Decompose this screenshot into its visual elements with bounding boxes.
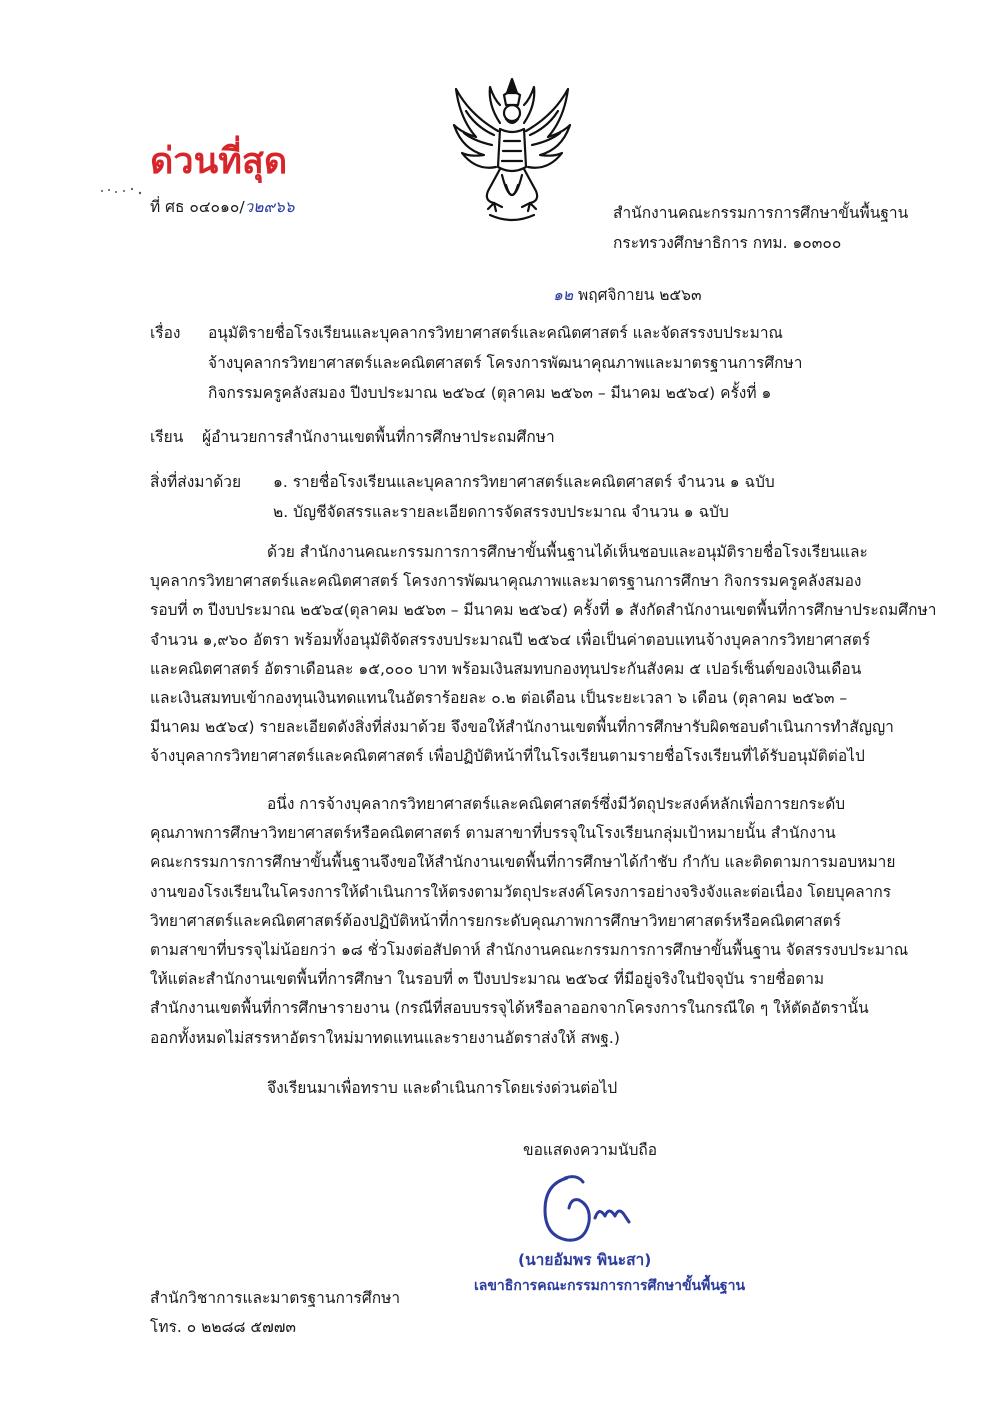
paragraph-1-line: จ้างบุคลากรวิทยาศาสตร์และคณิตศาสตร์ เพื่อปฏิบัติหน้าที่ในโรงเรียนตามรายชื่อโรงเรียนที่ได้รับอนุมัติต่อไป [150,747,865,766]
paragraph-1-line: จำนวน ๑,๙๖๐ อัตรา พร้อมทั้งอนุมัติจัดสรรงบประมาณปี ๒๕๖๔ เพื่อเป็นค่าตอบแทนจ้างบุคลากรวิทยาศาสตร์ [150,630,871,649]
reference-handwritten-number: ว๒๙๖๖ [244,198,295,216]
paragraph-2-line: ให้แต่ละสำนักงานเขตพื้นที่การศึกษา ในรอบที่ ๓ ปีงบประมาณ ๒๕๖๔ ที่มีอยู่จริงในปัจจุบัน รายชื่อตาม [150,970,825,989]
body-paragraph-2 [150,790,920,1053]
recipient-value: ผู้อำนวยการสำนักงานเขตพื้นที่การศึกษาประถมศึกษา [202,428,555,446]
paragraph-1-line: ด้วย สำนักงานคณะกรรมการการศึกษาขั้นพื้นฐานได้เห็นชอบและอนุมัติรายชื่อโรงเรียนและ [267,543,868,561]
urgency-stamp: ด่วนที่สุด [150,141,288,182]
paragraph-2-line: วิทยาศาสตร์และคณิตศาสตร์ต้องปฏิบัติหน้าที่การยกระดับคุณภาพการศึกษาวิทยาศาสตร์หรือคณิตศาสตร์ [150,911,841,930]
letter-date [553,285,702,305]
garuda-emblem-icon [450,75,575,225]
subject-line-1: อนุมัติรายชื่อโรงเรียนและบุคลากรวิทยาศาสตร์และคณิตศาสตร์ และจัดสรรงบประมาณ [208,324,783,342]
signer-name: (นายอัมพร พินะสา) [518,1251,652,1269]
paragraph-1-line: มีนาคม ๒๕๖๔) รายละเอียดดังสิ่งที่ส่งมาด้วย จึงขอให้สำนักงานเขตพื้นที่การศึกษารับผิดชอบดำเนินการทำสัญญา [150,718,894,737]
enclosure-item-1: ๑. รายชื่อโรงเรียนและบุคลากรวิทยาศาสตร์และคณิตศาสตร์ จำนวน ๑ ฉบับ [273,473,775,491]
paragraph-2-line: คุณภาพการศึกษาวิทยาศาสตร์หรือคณิตศาสตร์ ตามสาขาที่บรรจุในโรงเรียนกลุ่มเป้าหมายนั้น สำนักงาน [150,824,836,843]
enclosure-item-2: ๒. บัญชีจัดสรรและรายละเอียดการจัดสรรงบประมาณ จำนวน ๑ ฉบับ [273,503,729,521]
enclosures-label: สิ่งที่ส่งมาด้วย [150,473,242,491]
signer-title: เลขาธิการคณะกรรมการการศึกษาขั้นพื้นฐาน [474,1278,746,1294]
paragraph-1-line: และเงินสมทบเข้ากองทุนเงินทดแทนในอัตราร้อยละ ๐.๒ ต่อเดือน เป็นระยะเวลา ๖ เดือน (ตุลาคม ๒๕๖๓ – [150,689,848,708]
paragraph-2-line: ตามสาขาที่บรรจุไม่น้อยกว่า ๑๘ ชั่วโมงต่อสัปดาห์ สำนักงานคณะกรรมการการศึกษาขั้นพื้นฐาน จัดสรรงบประมาณ [150,941,909,960]
paragraph-1-line: บุคลากรวิทยาศาสตร์และคณิตศาสตร์ โครงการพัฒนาคุณภาพและมาตรฐานการศึกษา กิจกรรมครูคลังสมอง [150,572,862,591]
date-handwritten-day: ๑๒ [553,286,574,304]
subject-label: เรื่อง [150,324,181,342]
issuing-office-address: กระทรวงศึกษาธิการ กทม. ๑๐๓๐๐ [613,234,842,252]
paragraph-2-line: สำนักงานเขตพื้นที่การศึกษารายงาน (กรณีที่สอบบรรจุได้หรือลาออกจากโครงการในกรณีใด ๆ ให้ตัดอัตรานั้น [150,999,869,1018]
footer-phone: โทร. ๐ ๒๒๘๘ ๕๗๗๓ [150,1318,297,1336]
issuing-office: สำนักงานคณะกรรมการการศึกษาขั้นพื้นฐาน [613,204,909,222]
paragraph-1-line: รอบที่ ๓ ปีงบประมาณ ๒๕๖๔(ตุลาคม ๒๕๖๓ – มีนาคม ๒๕๖๔) ครั้งที่ ๑ สังกัดสำนักงานเขตพื้นที่การศึกษาประถมศึกษา [150,601,937,620]
paragraph-2-line: ออกทั้งหมดไม่สรรหาอัตราใหม่มาทดแทนและรายงานอัตราส่งให้ สพฐ.) [150,1028,620,1047]
closing-sentence: จึงเรียนมาเพื่อทราบ และดำเนินการโดยเร่งด่วนต่อไป [267,1079,618,1097]
handwritten-signature-icon [537,1170,647,1250]
subject-line-2: จ้างบุคลากรวิทยาศาสตร์และคณิตศาสตร์ โครงการพัฒนาคุณภาพและมาตรฐานการศึกษา [208,354,803,372]
reference-number [150,197,295,217]
reference-prefix: ที่ ศธ ๐๔๐๑๐/ [150,198,245,216]
salutation: ขอแสดงความนับถือ [523,1141,658,1159]
date-month-year: พฤศจิกายน ๒๕๖๓ [578,286,702,304]
recipient-label: เรียน [150,428,184,446]
subject-line-3: กิจกรรมครูคลังสมอง ปีงบประมาณ ๒๕๖๔ (ตุลาคม ๒๕๖๓ – มีนาคม ๒๕๖๔) ครั้งที่ ๑ [208,384,772,402]
paragraph-2-line: อนึ่ง การจ้างบุคลากรวิทยาศาสตร์และคณิตศาสตร์ซึ่งมีวัตถุประสงค์หลักเพื่อการยกระดับ [267,795,846,813]
paragraph-2-line: งานของโรงเรียนในโครงการให้ดำเนินการให้ตรงตามวัตถุประสงค์โครงการอย่างจริงจังและต่อเนื่อง โดยบุคลากร [150,882,892,901]
paragraph-2-line: คณะกรรมการการศึกษาขั้นพื้นฐานจึงขอให้สำนักงานเขตพื้นที่การศึกษาได้กำชับ กำกับ และติดตามการมอบหมาย [150,853,896,872]
body-paragraph-1 [150,538,937,772]
paragraph-1-line: และคณิตศาสตร์ อัตราเดือนละ ๑๕,๐๐๐ บาท พร้อมเงินสมทบกองทุนประกันสังคม ๕ เปอร์เซ็นต์ของเงินเดือน [150,659,862,678]
scan-dots-decoration [98,185,148,197]
footer-department: สำนักวิชาการและมาตรฐานการศึกษา [150,1289,401,1307]
